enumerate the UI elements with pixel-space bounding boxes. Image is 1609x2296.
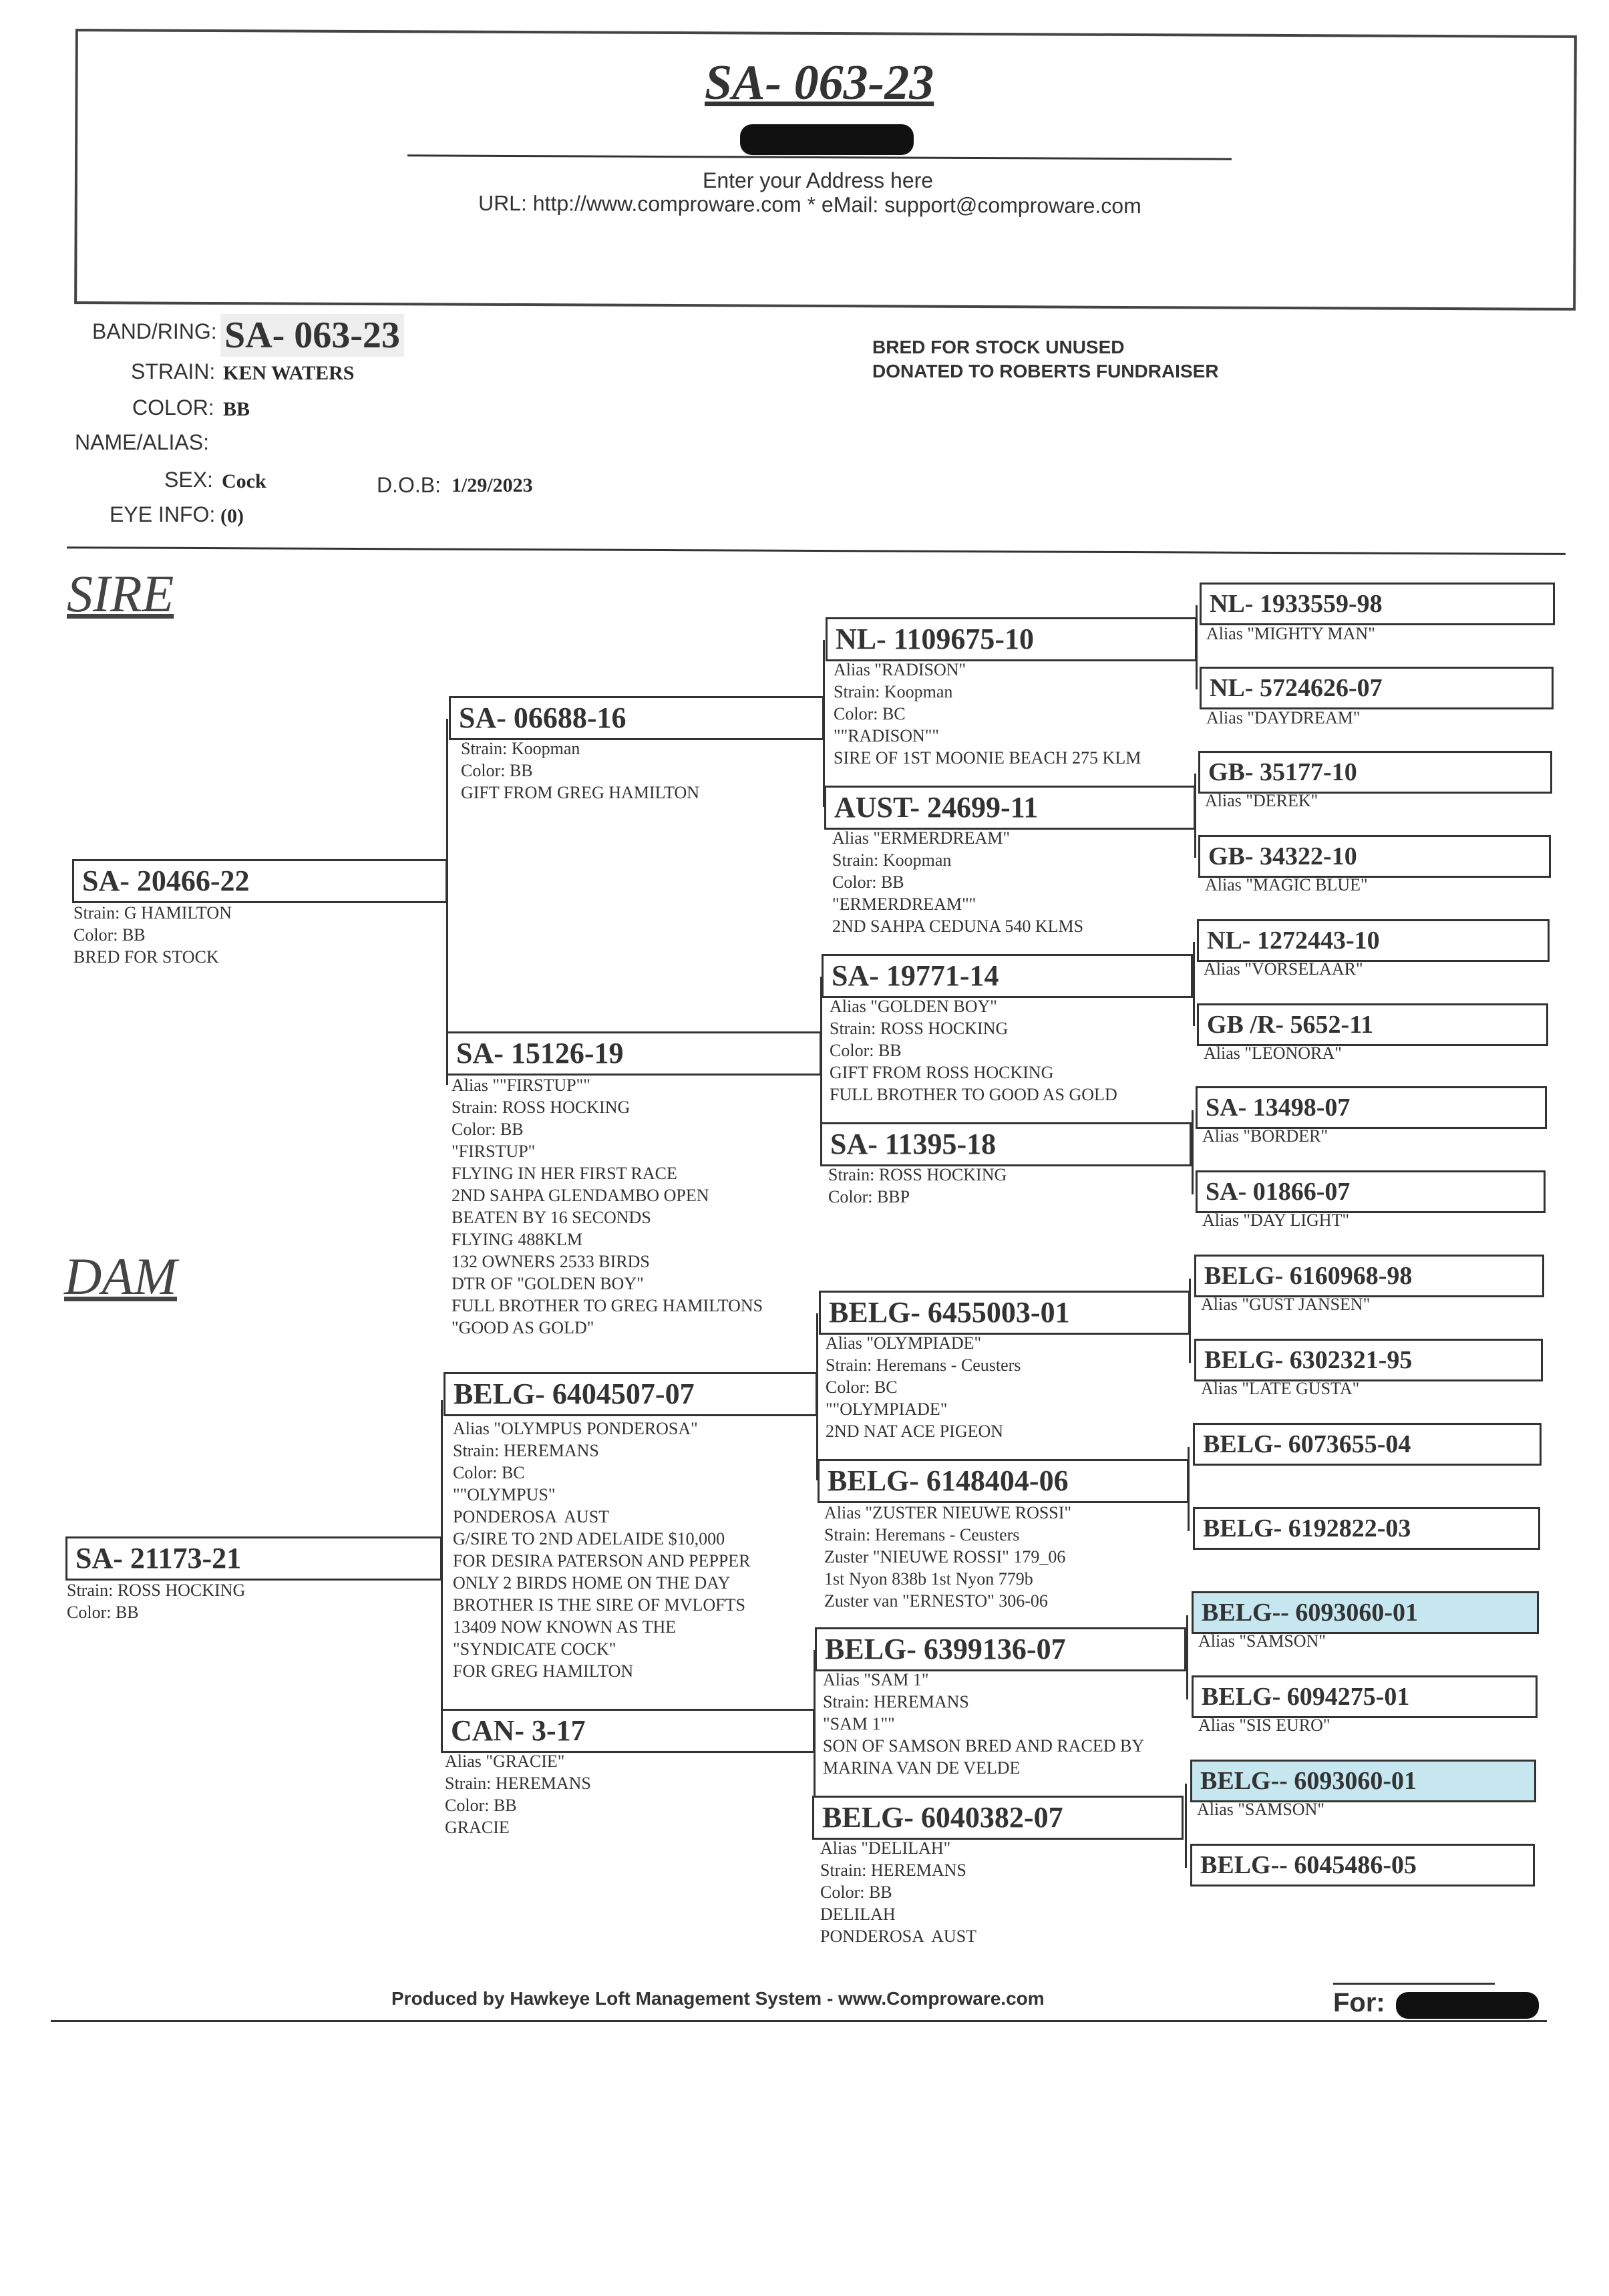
produced-by: Produced by Hawkeye Loft Management System - www.Comproware.com	[391, 1988, 1045, 2009]
g2-2-ring: SA- 15126-19	[456, 1037, 624, 1070]
pedigree-box-g4-14	[1192, 1675, 1538, 1718]
color-label: COLOR:	[132, 395, 214, 420]
address-line: Enter your Address here	[703, 168, 934, 192]
connector	[1186, 1615, 1188, 1699]
g4-6-alias: Alias "LEONORA"	[1204, 1043, 1342, 1063]
g4-3-ring: GB- 35177-10	[1208, 758, 1357, 786]
g3-2-ring: AUST- 24699-11	[834, 791, 1039, 824]
sire-heading: SIRE	[67, 564, 174, 623]
redacted-name	[740, 124, 914, 155]
pedigree-box-g4-10	[1194, 1339, 1543, 1381]
dob-label: D.O.B:	[377, 473, 441, 497]
sex-value: Cock	[222, 470, 266, 492]
color-value: BB	[223, 398, 250, 420]
note-line-1: BRED FOR STOCK UNUSED	[872, 337, 1125, 357]
g3-8-info: Alias "DELILAH" Strain: HEREMANS Color: BB DELILAH PONDEROSA AUST	[820, 1838, 977, 1946]
strain-value: KEN WATERS	[223, 362, 355, 384]
pedigree-box-g4-11	[1193, 1423, 1542, 1466]
connector	[1193, 942, 1195, 1026]
dam-info: Strain: ROSS HOCKING Color: BB	[67, 1581, 246, 1622]
g3-6-info: Alias "ZUSTER NIEUWE ROSSI" Strain: Heremans - Ceusters Zuster "NIEUWE ROSSI" 179_06 1st Nyon 838b 1st Nyon 779b Zuster van "ERNESTO" 306-06	[824, 1503, 1072, 1611]
g4-1-alias: Alias "MIGHTY MAN"	[1206, 624, 1375, 643]
connector	[1185, 1784, 1187, 1868]
g4-14-ring: BELG- 6094275-01	[1202, 1683, 1410, 1711]
g3-5-info: Alias "OLYMPIADE" Strain: Heremans - Ceusters Color: BC ""OLYMPIADE" 2ND NAT ACE PIGEON	[826, 1333, 1021, 1441]
g4-11-ring: BELG- 6073655-04	[1203, 1430, 1411, 1458]
g4-5-ring: NL- 1272443-10	[1207, 927, 1380, 955]
pedigree-box-g4-7	[1196, 1086, 1547, 1129]
g4-9-alias: Alias "GUST JANSEN"	[1201, 1295, 1371, 1314]
g2-3-info: Alias "OLYMPUS PONDEROSA" Strain: HEREMANS Color: BC ""OLYMPUS" PONDEROSA AUST G/SIRE TO 2ND ADELAIDE $10,000 FOR DESIRA PATERSON AND PEPPER ONLY 2 BIRDS HOME ON THE DAY BROTHER IS THE SIRE OF MVLOFTS 13409 NOW KNOWN AS THE "SYNDICATE COCK" FOR GREG HAMILTON	[453, 1419, 751, 1681]
top-divider	[67, 546, 1566, 555]
eye-value: (0)	[220, 505, 244, 527]
dob-value: 1/29/2023	[452, 474, 533, 496]
name-alias-label: NAME/ALIAS:	[75, 430, 209, 454]
pedigree-box-g4-16	[1190, 1844, 1535, 1887]
g4-8-ring: SA- 01866-07	[1206, 1178, 1351, 1206]
g4-12-ring: BELG- 6192822-03	[1203, 1514, 1411, 1542]
g4-13-alias: Alias "SAMSON"	[1198, 1631, 1326, 1651]
g3-4-ring: SA- 11395-18	[830, 1128, 997, 1160]
for-label: For:	[1333, 1988, 1385, 2017]
pedigree-box-g2-2	[446, 1031, 822, 1076]
pedigree-box-g3-1	[826, 617, 1197, 661]
pedigree-box-g3-6	[818, 1459, 1189, 1503]
note-line-2: DONATED TO ROBERTS FUNDRAISER	[872, 361, 1219, 381]
pedigree-box-g4-2	[1200, 667, 1554, 709]
pedigree-box-g2-1	[449, 696, 824, 740]
pedigree-box-g3-8	[812, 1796, 1184, 1840]
sire-info: Strain: G HAMILTON Color: BB BRED FOR STOCK	[73, 903, 232, 967]
g3-1-info: Alias "RADISON" Strain: Koopman Color: BC ""RADISON"" SIRE OF 1ST MOONIE BEACH 275 KLM	[834, 660, 1141, 768]
pedigree-box-g4-5	[1197, 919, 1550, 962]
pedigree-box-g3-3	[822, 954, 1193, 998]
g4-5-alias: Alias "VORSELAAR"	[1204, 959, 1363, 979]
g4-9-ring: BELG- 6160968-98	[1204, 1262, 1413, 1290]
g4-7-ring: SA- 13498-07	[1206, 1094, 1351, 1122]
g4-16-ring: BELG-- 6045486-05	[1200, 1851, 1417, 1879]
g4-4-alias: Alias "MAGIC BLUE"	[1205, 875, 1368, 894]
pedigree-box-g4-6	[1197, 1003, 1548, 1046]
pedigree-box-g3-2	[824, 786, 1196, 830]
dam-heading: DAM	[64, 1247, 177, 1305]
pedigree-box-g3-5	[819, 1291, 1190, 1335]
sire-ring: SA- 20466-22	[82, 864, 250, 897]
bottom-divider	[51, 2020, 1547, 2022]
pedigree-box-dam	[65, 1536, 442, 1581]
pedigree-box-g4-1	[1200, 583, 1555, 625]
g4-14-alias: Alias "SIS EURO"	[1198, 1715, 1330, 1735]
g3-5-ring: BELG- 6455003-01	[829, 1296, 1070, 1329]
pedigree-box-g4-4	[1198, 835, 1551, 878]
pedigree-box-sire	[72, 859, 448, 903]
pedigree-box-g4-3	[1198, 751, 1552, 794]
g2-1-ring: SA- 06688-16	[459, 701, 627, 734]
pedigree-box-g2-3	[443, 1372, 818, 1416]
pedigree-box-g4-15	[1190, 1760, 1536, 1802]
pedigree-box-g3-4	[820, 1122, 1192, 1166]
contact-line: URL: http://www.comproware.com * eMail: support@comproware.com	[478, 190, 1141, 218]
g3-4-info: Strain: ROSS HOCKING Color: BBP	[828, 1165, 1007, 1206]
g4-4-ring: GB- 34322-10	[1208, 842, 1357, 870]
g3-8-ring: BELG- 6040382-07	[822, 1801, 1063, 1834]
g4-13-ring: BELG-- 6093060-01	[1202, 1599, 1419, 1627]
g2-1-info: Strain: Koopman Color: BB GIFT FROM GREG HAMILTON	[461, 739, 700, 802]
pedigree-box-g3-7	[815, 1627, 1186, 1671]
connector	[1192, 1110, 1194, 1194]
g3-7-ring: BELG- 6399136-07	[825, 1633, 1066, 1665]
pedigree-box-g4-12	[1193, 1507, 1540, 1550]
g3-3-ring: SA- 19771-14	[832, 959, 999, 992]
pedigree-box-g4-9	[1194, 1255, 1544, 1297]
page-title: SA- 063-23	[705, 55, 934, 110]
g3-2-info: Alias "ERMERDREAM" Strain: Koopman Color: BB "ERMERDREAM"" 2ND SAHPA CEDUNA 540 KLMS	[832, 828, 1084, 936]
g4-7-alias: Alias "BORDER"	[1202, 1126, 1328, 1146]
g4-6-ring: GB /R- 5652-11	[1207, 1011, 1374, 1039]
redacted-owner	[1396, 1992, 1539, 2019]
pedigree-box-g4-8	[1196, 1170, 1546, 1213]
g2-4-info: Alias "GRACIE" Strain: HEREMANS Color: BB GRACIE	[445, 1752, 591, 1837]
band-value: SA- 063-23	[220, 314, 404, 357]
pedigree-box-g2-4	[441, 1709, 815, 1753]
g4-3-alias: Alias "DEREK"	[1205, 791, 1318, 810]
for-rule	[1333, 1983, 1495, 1985]
strain-label: STRAIN:	[131, 359, 216, 383]
g4-2-ring: NL- 5724626-07	[1210, 674, 1383, 702]
g3-7-info: Alias "SAM 1" Strain: HEREMANS "SAM 1"" SON OF SAMSON BRED AND RACED BY MARINA VAN DE VELDE	[823, 1670, 1145, 1778]
g4-1-ring: NL- 1933559-98	[1210, 590, 1383, 618]
g4-15-alias: Alias "SAMSON"	[1197, 1800, 1324, 1819]
g2-3-ring: BELG- 6404507-07	[454, 1377, 695, 1410]
g4-2-alias: Alias "DAYDREAM"	[1206, 708, 1361, 727]
eye-label: EYE INFO:	[110, 502, 216, 526]
pedigree-box-g4-13	[1192, 1591, 1539, 1634]
g4-10-ring: BELG- 6302321-95	[1204, 1346, 1413, 1374]
g2-4-ring: CAN- 3-17	[451, 1714, 586, 1747]
band-label: BAND/RING:	[92, 319, 217, 343]
g3-6-ring: BELG- 6148404-06	[828, 1464, 1069, 1497]
g3-3-info: Alias "GOLDEN BOY" Strain: ROSS HOCKING Color: BB GIFT FROM ROSS HOCKING FULL BROTHER TO GOOD AS GOLD	[830, 997, 1117, 1104]
sex-label: SEX:	[164, 468, 213, 492]
g4-8-alias: Alias "DAY LIGHT"	[1202, 1210, 1350, 1230]
g4-15-ring: BELG-- 6093060-01	[1200, 1767, 1417, 1795]
g4-10-alias: Alias "LATE GUSTA"	[1201, 1379, 1360, 1398]
g3-1-ring: NL- 1109675-10	[836, 623, 1034, 655]
g2-2-info: Alias ""FIRSTUP"" Strain: ROSS HOCKING Color: BB "FIRSTUP" FLYING IN HER FIRST RACE 2ND SAHPA GLENDAMBO OPEN BEATEN BY 16 SECONDS FLYING 488KLM 132 OWNERS 2533 BIRDS DTR OF "GOLDEN BOY" FULL BROTHER TO GREG HAMILTONS "GOOD AS GOLD"	[452, 1076, 763, 1337]
dam-ring: SA- 21173-21	[75, 1542, 242, 1575]
